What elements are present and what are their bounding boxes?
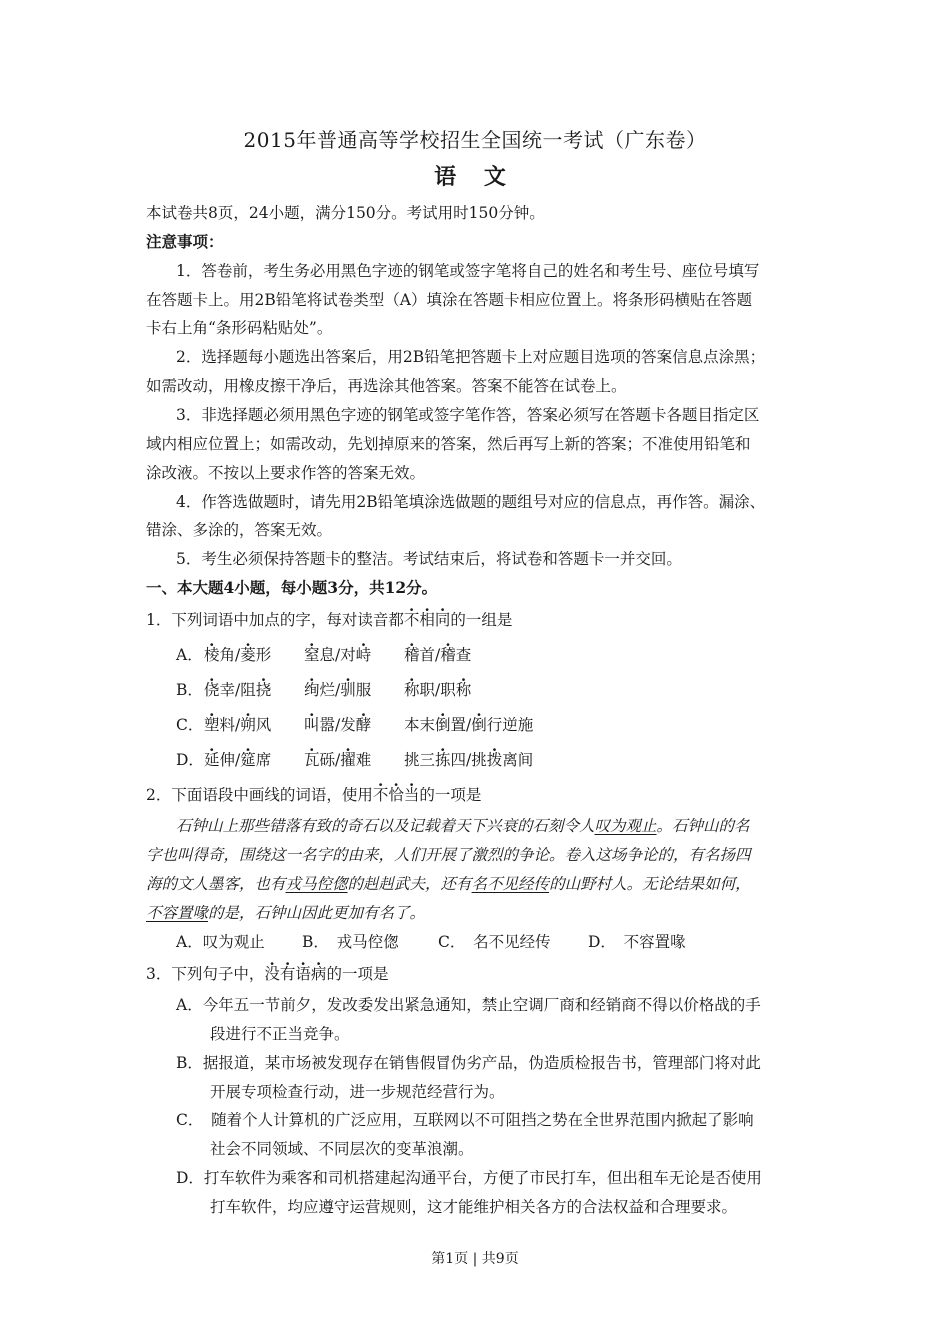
word-pair: 称职/职称: [404, 681, 472, 699]
note-line: 1．答卷前，考生务必用黑色字迹的钢笔或签字笔将自己的姓名和考生号、座位号填写: [176, 262, 760, 280]
note-line: 域内相应位置上；如需改动，先划掉原来的答案，然后再写上新的答案；不准使用铅笔和: [146, 435, 751, 453]
word-pair: 棱角/菱形: [204, 646, 272, 664]
word-pair: 窒息/对峙: [304, 646, 372, 664]
note-line: 卡右上角“条形码粘贴处”。: [146, 319, 333, 337]
note-line: 2．选择题每小题选出答案后，用2B铅笔把答题卡上对应题目选项的答案信息点涂黑；: [176, 348, 766, 366]
intro-text: 本试卷共8页，24小题，满分150分。考试用时150分钟。: [146, 204, 545, 222]
question-1-option-b: B．: [176, 681, 203, 699]
note-line: 3．非选择题必须用黑色字迹的钢笔或签字笔作答，答案必须写在答题卡各题目指定区: [176, 406, 760, 424]
note-line: 错涂、多涂的，答案无效。: [146, 521, 333, 539]
question-1-option-a: A．: [176, 646, 203, 664]
note-line: 如需改动，用橡皮擦干净后，再选涂其他答案。答案不能答在试卷上。: [146, 377, 627, 395]
question-1-option-c: C．: [176, 716, 204, 734]
word-pair: 侥幸/阻挠: [204, 681, 272, 699]
question-1-stem: 1．下列词语中加点的字，每对读音都不相同的一组是: [146, 611, 513, 629]
question-3-stem: 3．下列句子中，没有语病的一项是: [146, 965, 389, 983]
question-2-option-b: B． 戎马倥偬: [302, 933, 399, 951]
question-2-option-d: D． 不容置喙: [588, 933, 686, 951]
section-heading: 一、本大题4小题，每小题3分，共12分。: [146, 578, 438, 597]
word-pair: 延伸/筵席: [204, 751, 272, 769]
word-pair: 塑料/朔风: [204, 716, 272, 734]
passage-line: 海的文人墨客，也有戎马倥偬的赳赳武夫，还有名不见经传的山野村人。无论结果如何，: [146, 875, 751, 893]
question-3-option-c-cont: 社会不同领域、不同层次的变革浪潮。: [210, 1140, 474, 1158]
question-1-option-d: D．: [176, 751, 204, 769]
word-pair: 叫嚣/发酵: [304, 716, 372, 734]
passage-line: 字也叫得奇，围绕这一名字的由来，人们开展了激烈的争论。卷入这场争论的，有名扬四: [146, 846, 751, 864]
passage-line: 不容置喙的是，石钟山因此更加有名了。: [146, 904, 426, 922]
subject-title: 语 文: [434, 164, 516, 190]
word-pair: 瓦砾/擢难: [304, 751, 372, 769]
word-pair: 稽首/稽查: [404, 646, 472, 664]
question-3-option-d: D．打车软件为乘客和司机搭建起沟通平台，方便了市民打车，但出租车无论是否使用: [176, 1169, 762, 1187]
exam-title: 2015年普通高等学校招生全国统一考试（广东卷）: [243, 128, 707, 152]
question-3-option-a: A．今年五一节前夕，发改委发出紧急通知，禁止空调厂商和经销商不得以价格战的手: [176, 996, 761, 1014]
word-pair: 挑三拣四/挑拨离间: [404, 751, 534, 769]
question-3-option-c: C． 随着个人计算机的广泛应用，互联网以不可阻挡之势在全世界范围内掀起了影响: [176, 1111, 754, 1129]
note-line: 在答题卡上。用2B铅笔将试卷类型（A）填涂在答题卡相应位置上。将条形码横贴在答题: [146, 291, 752, 309]
note-line: 5．考生必须保持答题卡的整洁。考试结束后，将试卷和答题卡一并交回。: [176, 550, 682, 568]
word-pair: 绚烂/驯服: [304, 681, 372, 699]
question-3-option-b-cont: 开展专项检查行动，进一步规范经营行为。: [210, 1083, 505, 1101]
word-pair: 本末倒置/倒行逆施: [404, 716, 534, 734]
question-2-option-c: C． 名不见经传: [438, 933, 551, 951]
note-line: 4．作答选做题时，请先用2B铅笔填涂选做题的题组号对应的信息点，再作答。漏涂、: [176, 493, 766, 511]
question-2-option-a: A．叹为观止: [176, 933, 265, 951]
question-2-stem: 2．下面语段中画线的词语，使用不恰当的一项是: [146, 786, 482, 804]
page-footer: 第1页 | 共9页: [431, 1251, 519, 1267]
passage-line: 石钟山上那些错落有致的奇石以及记载着天下兴衰的石刻令人叹为观止。石钟山的名: [176, 817, 750, 835]
question-3-option-b: B．据报道，某市场被发现存在销售假冒伪劣产品，伪造质检报告书，管理部门将对此: [176, 1054, 761, 1072]
note-line: 涂改液。不按以上要求作答的答案无效。: [146, 464, 426, 482]
question-3-option-d-cont: 打车软件，均应遵守运营规则，这才能维护相关各方的合法权益和合理要求。: [210, 1198, 738, 1216]
question-3-option-a-cont: 段进行不正当竞争。: [210, 1025, 350, 1043]
notes-heading: 注意事项：: [146, 232, 224, 251]
